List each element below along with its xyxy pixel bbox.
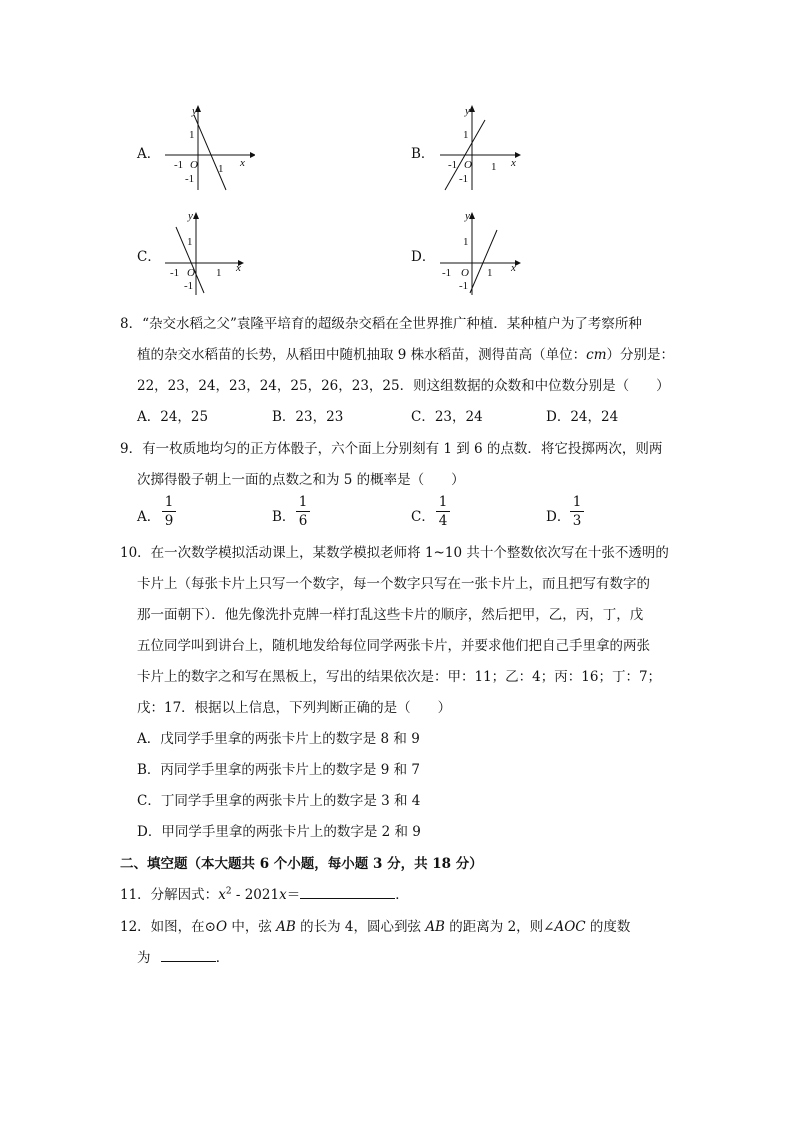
q10-option-a[interactable]: A．戊同学手里拿的两张卡片上的数字是 8 和 9	[137, 731, 420, 747]
q10-option-c[interactable]: C．丁同学手里拿的两张卡片上的数字是 3 和 4	[137, 793, 421, 809]
graph-line	[194, 115, 226, 190]
q10-line1: 10．在一次数学模拟活动课上，某数学模拟老师将 1~10 共十个整数依次写在十张不透明的	[120, 545, 669, 561]
svg-text:y: y	[465, 210, 470, 222]
q10-line2: 卡片上（每张卡片上只写一个数字，每一个数字只写在一张卡片上，而且把写有数字的	[137, 576, 650, 592]
svg-text:O: O	[187, 267, 195, 279]
svg-text:x: x	[236, 262, 241, 274]
q12-answer-blank[interactable]	[161, 961, 216, 962]
x-one: 1	[218, 163, 224, 175]
q11-line: 11．分解因式：$x^2 - 2021x=$ ．	[120, 886, 409, 903]
q8-line3: 22，23，24，23，24，25，26，23，25．则这组数据的众数和中位数分别是（ ）	[137, 378, 670, 394]
q7-option-a-label[interactable]: A．	[137, 146, 161, 162]
x-label: x	[240, 157, 245, 169]
q8-option-b[interactable]: B．23，23	[272, 409, 344, 425]
q7-graph-b	[435, 100, 530, 195]
q8-option-a[interactable]: A．24，25	[137, 409, 209, 425]
q10-line5: 卡片上的数字之和写在黑板上，写出的结果依次是：甲：11；乙：4；丙：16；丁：7；	[137, 669, 662, 685]
svg-text:-1: -1	[184, 280, 194, 292]
svg-text:y: y	[465, 105, 470, 117]
q7-option-d-label[interactable]: D．	[411, 249, 436, 265]
q9-option-d-fraction: 1 3	[570, 494, 584, 529]
q7-graph-d	[435, 205, 530, 300]
q7-graph-c	[160, 205, 255, 300]
q7-option-c-label[interactable]: C．	[137, 249, 161, 265]
svg-text:x: x	[511, 157, 516, 169]
q7-option-b-label[interactable]: B．	[411, 146, 435, 162]
q10-line3: 那一面朝下）．他先像洗扑克牌一样打乱这些卡片的顺序，然后把甲，乙，丙，丁，戊	[137, 607, 644, 623]
svg-text:y: y	[188, 210, 193, 222]
q12-line2: 为 ．	[137, 950, 230, 966]
q8-option-c[interactable]: C．23，24	[411, 409, 483, 425]
svg-text:O: O	[464, 159, 472, 171]
svg-text:-1: -1	[459, 173, 469, 185]
q8-line2: 植的杂交水稻苗的长势，从稻田中随机抽取 9 株水稻苗，测得苗高（单位：cm）分别是：	[137, 347, 675, 363]
svg-text:-1: -1	[170, 267, 180, 279]
q11-answer-blank[interactable]	[300, 898, 395, 899]
q9-option-a-label[interactable]: A．	[137, 509, 161, 525]
svg-text:-1: -1	[448, 159, 458, 171]
section-title: 二、填空题（本大题共 6 个小题，每小题 3 分，共 18 分）	[120, 856, 483, 872]
svg-text:1: 1	[463, 236, 469, 248]
q10-line4: 五位同学叫到讲台上，随机地发给每位同学两张卡片，并要求他们把自己手里拿的两张	[137, 638, 650, 654]
q8-line1: 8．“杂交水稻之父”袁隆平培育的超级杂交稻在全世界推广种植．某种植户为了考察所种	[120, 316, 642, 332]
q10-line6: 戊：17．根据以上信息，下列判断正确的是（ ）	[137, 700, 452, 716]
svg-text:1: 1	[491, 161, 497, 173]
svg-text:1: 1	[463, 129, 469, 141]
q9-option-c-fraction: 1 4	[436, 494, 450, 529]
q8-option-d[interactable]: D．24，24	[546, 409, 619, 425]
x-neg-one: -1	[174, 159, 184, 171]
q10-option-b[interactable]: B．丙同学手里拿的两张卡片上的数字是 9 和 7	[137, 762, 420, 778]
y-label: y	[192, 105, 197, 117]
q9-option-a-fraction: 1 9	[162, 494, 176, 529]
y-one: 1	[189, 129, 195, 141]
x-arrow	[250, 152, 255, 158]
svg-text:x: x	[511, 262, 516, 274]
svg-text:-1: -1	[442, 267, 452, 279]
q10-option-d[interactable]: D．甲同学手里拿的两张卡片上的数字是 2 和 9	[137, 824, 421, 840]
q9-option-c-label[interactable]: C．	[411, 509, 435, 525]
svg-text:1: 1	[487, 267, 493, 279]
q9-option-b-fraction: 1 6	[296, 494, 310, 529]
svg-text:1: 1	[216, 267, 222, 279]
q12-line1: 12．如图，在⊙O 中，弦 AB 的长为 4，圆心到弦 AB 的距离为 2，则∠AOC 的度数	[120, 919, 631, 935]
svg-text:O: O	[461, 267, 469, 279]
svg-text:1: 1	[187, 236, 193, 248]
q9-line2: 次掷得骰子朝上一面的点数之和为 5 的概率是（ ）	[137, 472, 465, 488]
q9-option-b-label[interactable]: B．	[272, 509, 296, 525]
q7-graph-a	[160, 100, 255, 195]
svg-text:-1: -1	[459, 280, 469, 292]
origin: O	[190, 159, 198, 171]
q9-line1: 9．有一枚质地均匀的正方体骰子，六个面上分别刻有 1 到 6 的点数．将它投掷两次，则两	[120, 441, 663, 457]
y-neg-one: -1	[185, 173, 195, 185]
q9-option-d-label[interactable]: D．	[546, 509, 571, 525]
